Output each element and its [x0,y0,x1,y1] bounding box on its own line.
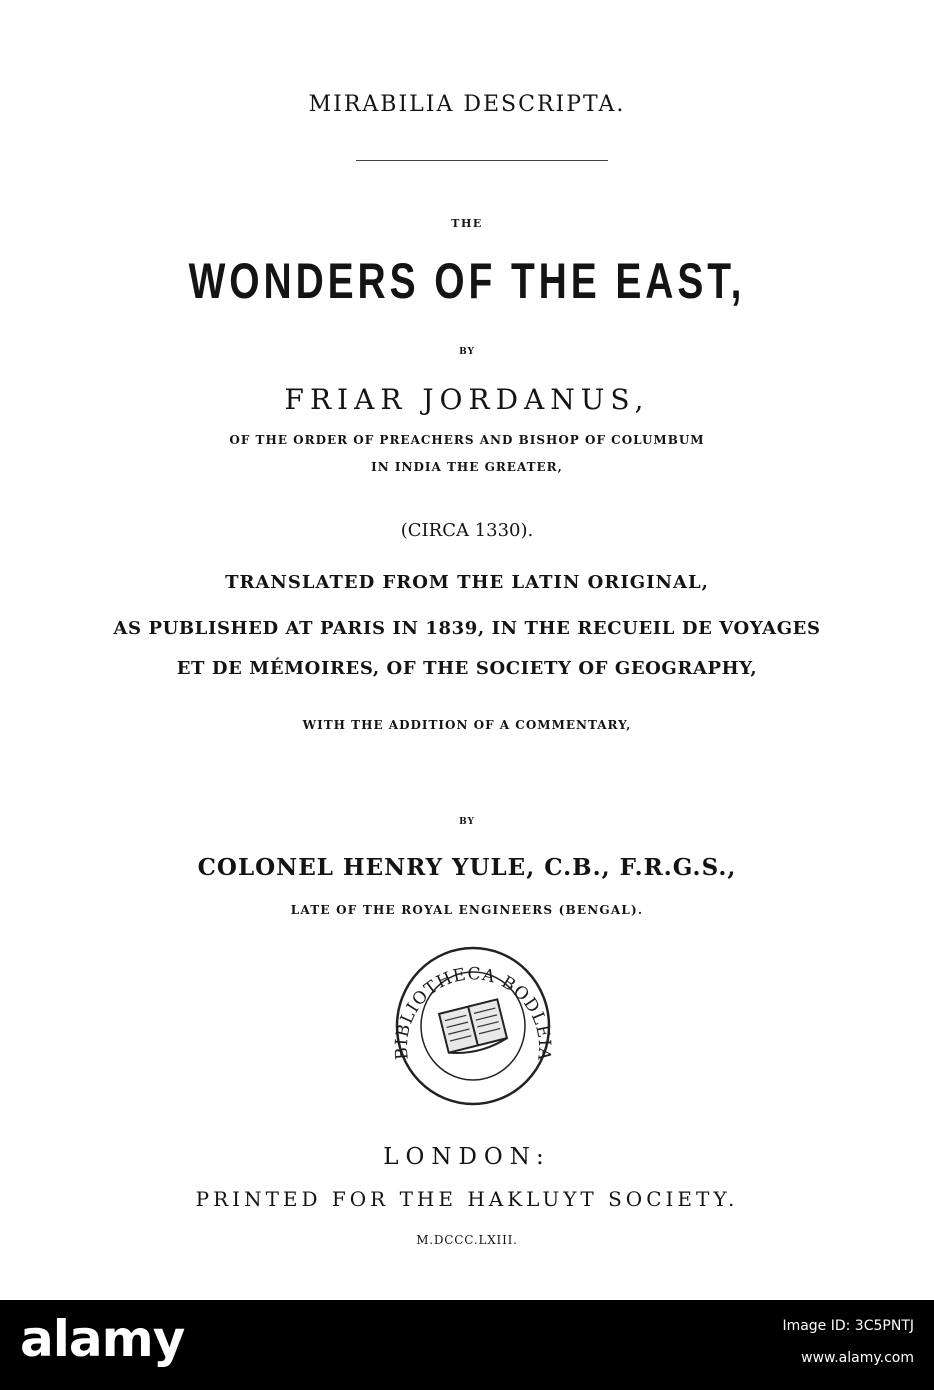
main-title: WONDERS OF THE EAST, [188,253,746,309]
stamp-text: BIBLIOTHECA BODLEIA [393,964,553,1063]
watermark-bar [0,1300,934,1390]
translation-line-2: AS PUBLISHED AT PARIS IN 1839, IN THE RECUEIL DE VOYAGES [113,618,821,639]
author-name: FRIAR JORDANUS, [284,383,650,416]
by-label-author: BY [459,347,475,357]
translation-line-1: TRANSLATED FROM THE LATIN ORIGINAL, [225,572,709,593]
author-description-line-1: OF THE ORDER OF PREACHERS AND BISHOP OF COLUMBUM [229,433,705,447]
image-id: Image ID: 3C5PNTJ [782,1318,914,1334]
composition-date: (CIRCA 1330). [400,520,534,541]
series-title: MIRABILIA DESCRIPTA. [308,92,626,117]
printer-line: PRINTED FOR THE HAKLUYT SOCIETY. [195,1187,739,1211]
title-article: THE [451,217,483,230]
library-stamp [393,944,553,1108]
publication-city: LONDON: [383,1144,551,1170]
author-description-line-2: IN INDIA THE GREATER, [371,460,563,474]
divider-rule [356,160,608,161]
by-label-editor: BY [459,817,475,827]
editor-name: COLONEL HENRY YULE, C.B., F.R.G.S., [197,854,737,881]
site-url: www.alamy.com [801,1350,914,1366]
bodleian-seal-icon [393,944,553,1108]
alamy-logo: alamy [20,1310,185,1368]
commentary-note: WITH THE ADDITION OF A COMMENTARY, [302,718,632,732]
translation-line-3: ET DE MÉMOIRES, OF THE SOCIETY OF GEOGRAPHY, [176,658,758,679]
publication-year: M.DCCC.LXIII. [416,1233,518,1247]
editor-description: LATE OF THE ROYAL ENGINEERS (BENGAL). [290,903,644,917]
